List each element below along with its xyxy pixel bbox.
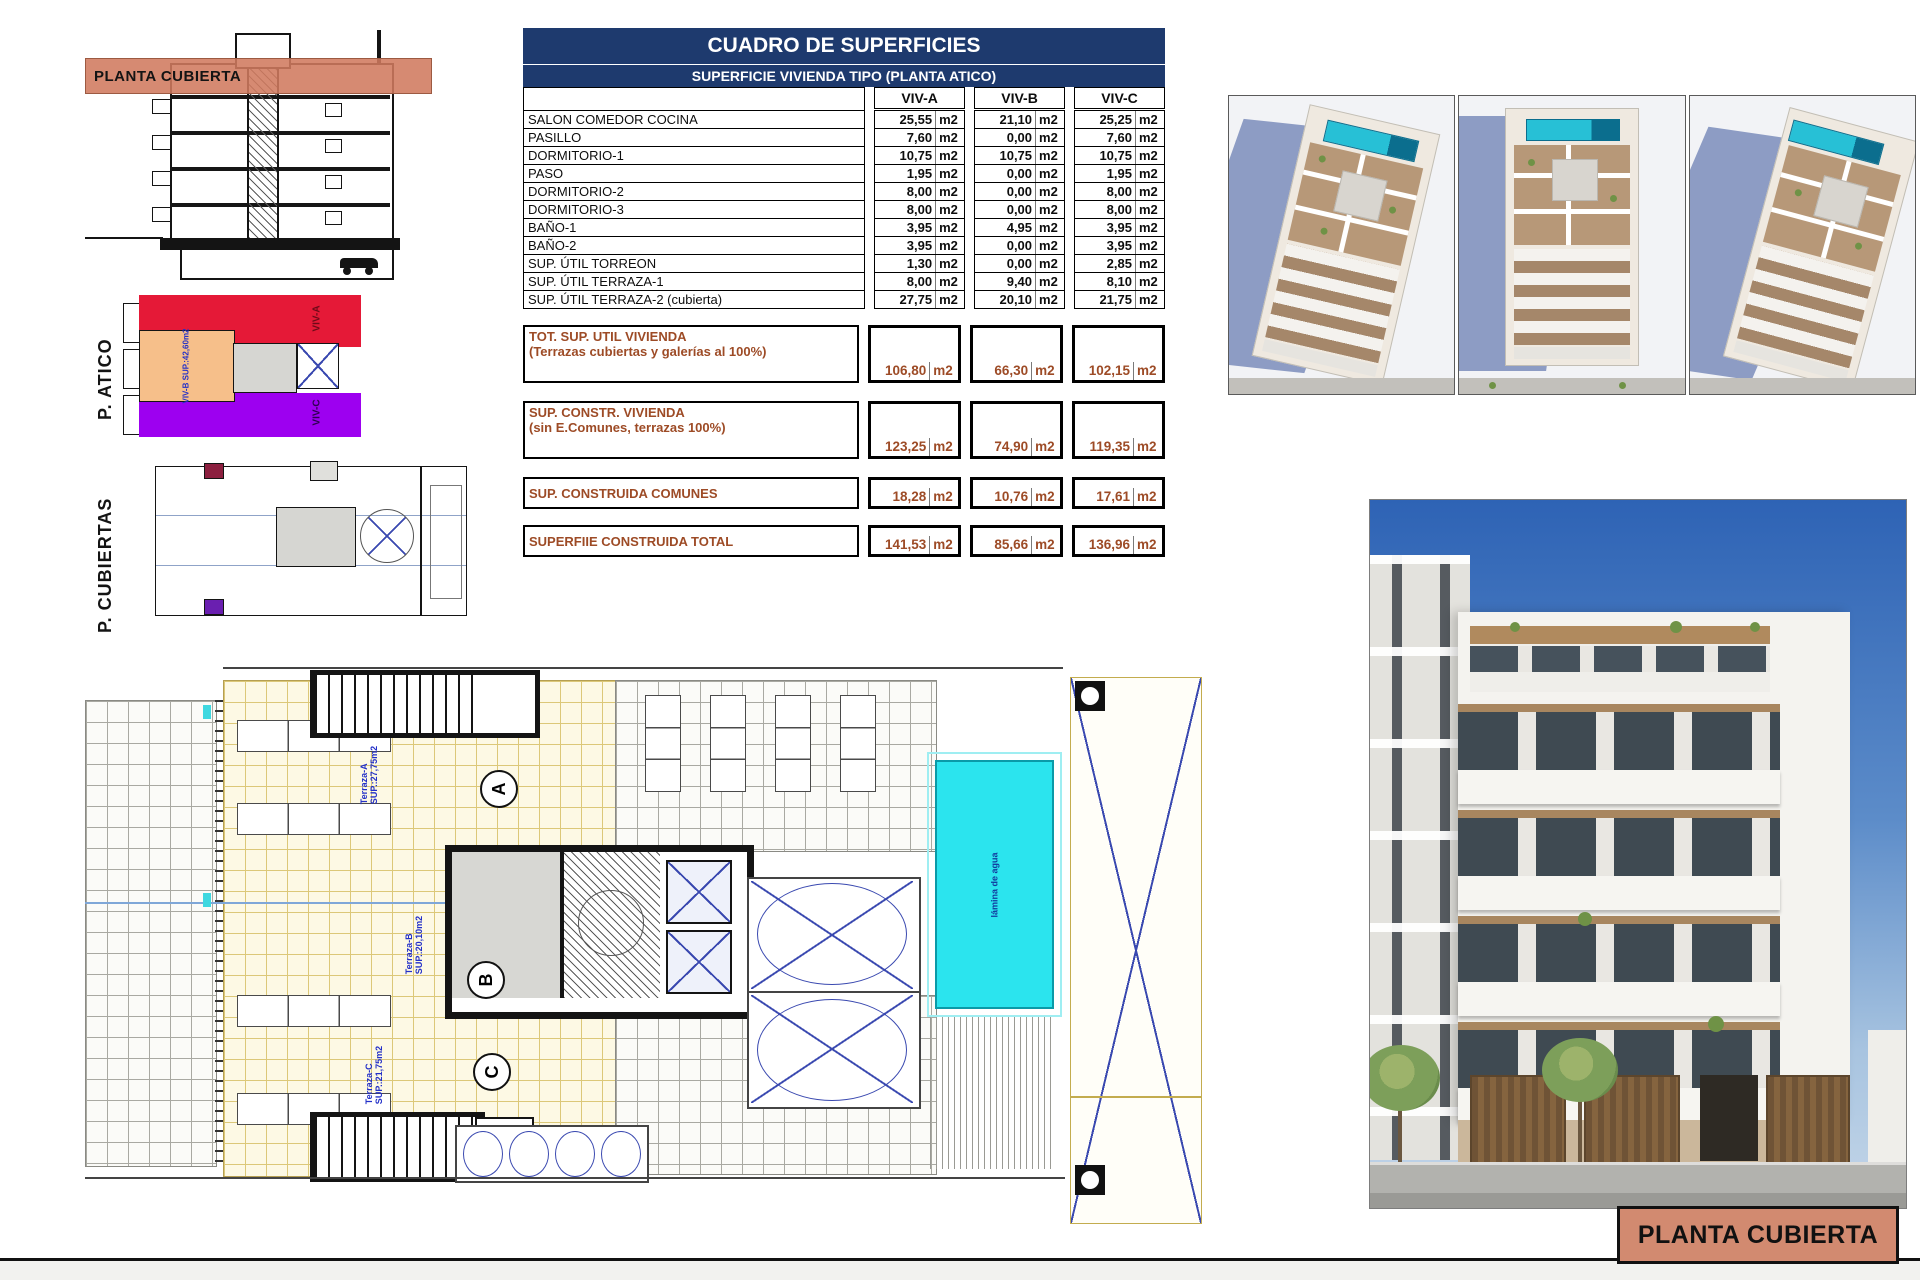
row-label: DORMITORIO-1 <box>523 146 865 165</box>
viv-b-label: VIV-B SUP.:42,60m2 <box>182 328 191 404</box>
facade-base <box>1514 347 1630 359</box>
skylight-patio-box <box>747 877 921 1109</box>
summary-viv-c: 17,61 m2 <box>1072 477 1165 509</box>
tube-circle <box>463 1131 503 1177</box>
header-label-cell <box>523 87 865 111</box>
viv-c-label: VIV-C <box>311 399 323 426</box>
plant <box>1854 242 1863 251</box>
balcony-band <box>1458 916 1780 1016</box>
table-row <box>523 272 1165 291</box>
cell-viv-b: 9,40 m2 <box>974 272 1065 291</box>
floor-slab <box>170 95 390 99</box>
floor-slab <box>170 131 390 135</box>
roof-core <box>1552 159 1598 201</box>
balcony <box>152 171 172 186</box>
summary-viv-a: 18,28 m2 <box>868 477 961 509</box>
elevator-shaft <box>666 860 732 924</box>
vent-circle <box>1081 687 1099 705</box>
unit-c-badge: C <box>473 1053 511 1091</box>
cell-viv-b: 0,00 m2 <box>974 128 1065 147</box>
skylight-cross <box>751 995 913 1103</box>
planta-cubierta-band-label: PLANTA CUBIERTA <box>94 67 242 85</box>
cell-viv-a: 7,60 m2 <box>874 128 965 147</box>
neighbor-building-right <box>1868 1030 1906 1165</box>
balcony-opening <box>1458 810 1780 876</box>
roof-plant <box>1750 622 1760 632</box>
vent-circle <box>1081 1171 1099 1189</box>
cubiertas-core <box>276 507 356 567</box>
roof-floor-plan <box>85 665 1230 1240</box>
cell-viv-a: 10,75 m2 <box>874 146 965 165</box>
summary-viv-a: 141,53 m2 <box>868 525 961 557</box>
entrance-door <box>1700 1075 1758 1161</box>
row-label: DORMITORIO-3 <box>523 200 865 219</box>
pool-label: lámina de agua <box>989 851 1000 918</box>
table-row <box>523 146 1165 165</box>
balcony-opening <box>1458 916 1780 982</box>
solar-tubes-box <box>455 1125 649 1183</box>
table-row <box>523 218 1165 237</box>
balcony <box>152 207 172 222</box>
tree-trunk <box>1578 1095 1582 1165</box>
divider-wall <box>420 467 422 615</box>
skylight-circle <box>757 883 907 985</box>
summary-row-total-util <box>523 325 1165 383</box>
plant <box>1610 195 1617 202</box>
summary-viv-b: 74,90 m2 <box>970 401 1063 459</box>
cyan-marker <box>203 893 211 907</box>
header-viv-a: VIV-A <box>874 87 965 109</box>
balcony <box>152 99 172 114</box>
row-label: PASILLO <box>523 128 865 147</box>
tree-foliage <box>1542 1038 1618 1102</box>
elevator-shaft <box>666 930 732 994</box>
table-row <box>523 164 1165 183</box>
sun-loungers <box>237 995 391 1027</box>
summary-label: SUP. CONSTR. VIVIENDA (sin E.Comunes, terrazas 100%) <box>523 401 859 459</box>
terraza-b-annotation: Terraza-B SUP.:20,10m2 <box>404 915 425 975</box>
summary-row-total <box>523 525 1165 557</box>
balcony-plant <box>1578 912 1592 926</box>
pool-deck-hatch <box>930 1017 1055 1169</box>
swimming-pool <box>935 760 1054 1009</box>
row-label: BAÑO-2 <box>523 236 865 255</box>
vent-shaft-marker <box>1075 1165 1105 1195</box>
summary-viv-b: 85,66 m2 <box>970 525 1063 557</box>
cell-viv-a: 3,95 m2 <box>874 236 965 255</box>
street-road <box>1370 1162 1906 1209</box>
ground-line <box>85 237 163 239</box>
row-label: PASO <box>523 164 865 183</box>
cubiertas-key-plan <box>95 458 475 638</box>
summary-viv-a: 123,25 m2 <box>868 401 961 459</box>
summary-viv-c: 136,96 m2 <box>1072 525 1165 557</box>
sun-loungers <box>237 803 391 835</box>
partition-line <box>749 991 919 993</box>
adjacent-lot-strip <box>1070 677 1202 1224</box>
terrace-tiles-left <box>85 700 217 1167</box>
window <box>325 211 342 225</box>
cubiertas-stair-circle <box>360 509 414 563</box>
cell-viv-b: 20,10 m2 <box>974 290 1065 309</box>
terraza-a-annotation: Terraza-A SUP.:27,75m2 <box>359 745 380 805</box>
roof-plant <box>1670 621 1682 633</box>
cell-viv-c: 8,00 m2 <box>1074 182 1165 201</box>
aerial-render-2 <box>1458 95 1685 395</box>
cell-viv-b: 0,00 m2 <box>974 182 1065 201</box>
table-row <box>523 236 1165 255</box>
balcony-band <box>1458 704 1780 804</box>
plant <box>1318 155 1326 163</box>
atico-viv-b-zone <box>139 330 235 402</box>
facade-photo-render <box>1369 499 1907 1209</box>
aerial-render-1 <box>1228 95 1455 395</box>
penthouse-level <box>1470 626 1770 692</box>
cell-viv-c: 7,60 m2 <box>1074 128 1165 147</box>
table-header-row <box>523 87 1165 111</box>
table-row <box>523 128 1165 147</box>
floor-slab <box>170 203 390 207</box>
building-section-drawing <box>85 25 430 260</box>
vent-box <box>310 461 338 481</box>
balcony-slab <box>1458 982 1780 1016</box>
street-strip <box>1459 378 1684 394</box>
plan-edge-line <box>85 1177 1065 1179</box>
spiral-stair-hatch <box>564 852 660 998</box>
terraza-c-annotation: Terraza-C SUP.:21,75m2 <box>364 1045 385 1105</box>
cell-viv-a: 8,00 m2 <box>874 182 965 201</box>
red-marker <box>204 463 224 479</box>
rooftop-pool <box>1526 119 1620 141</box>
balcony-opening <box>1458 704 1780 770</box>
balcony-band <box>1458 810 1780 910</box>
dimension-tick-strip <box>215 700 223 1165</box>
cell-viv-c: 1,95 m2 <box>1074 164 1165 183</box>
penthouse-glazing <box>1470 646 1770 672</box>
plan-edge-line <box>223 667 1063 669</box>
roof-wall <box>1514 209 1630 214</box>
stair-landing-top <box>475 670 540 738</box>
lot-line <box>1071 1096 1201 1098</box>
garage-door <box>1766 1075 1850 1165</box>
spiral-stair <box>578 890 644 956</box>
summary-viv-b: 66,30 m2 <box>970 325 1063 383</box>
atico-core-zone <box>233 343 297 393</box>
row-label: SUP. ÚTIL TERRAZA-2 (cubierta) <box>523 290 865 309</box>
cell-viv-a: 27,75 m2 <box>874 290 965 309</box>
row-label: DORMITORIO-2 <box>523 182 865 201</box>
header-viv-c: VIV-C <box>1074 87 1165 109</box>
window <box>325 139 342 153</box>
torreon-box <box>430 485 462 599</box>
unit-b-badge: B <box>467 961 505 999</box>
aerial-render-strip <box>1228 95 1916 395</box>
viv-a-label: VIV-A <box>311 305 323 332</box>
summary-label: TOT. SUP. UTIL VIVIENDA (Terrazas cubiertas y galerías al 100%) <box>523 325 859 383</box>
cell-viv-a: 8,00 m2 <box>874 272 965 291</box>
cell-viv-c: 21,75 m2 <box>1074 290 1165 309</box>
summary-viv-c: 102,15 m2 <box>1072 325 1165 383</box>
summary-viv-c: 119,35 m2 <box>1072 401 1165 459</box>
planta-cubierta-band <box>85 58 432 94</box>
cyan-marker <box>203 705 211 719</box>
table-row <box>523 254 1165 273</box>
plant <box>1388 206 1396 214</box>
balcony-slab <box>1458 876 1780 910</box>
window <box>325 175 342 189</box>
cell-viv-b: 10,75 m2 <box>974 146 1065 165</box>
atico-plan-title: P. ATICO <box>95 338 115 420</box>
header-viv-b: VIV-B <box>974 87 1065 109</box>
table-subtitle: SUPERFICIE VIVIENDA TIPO (PLANTA ATICO) <box>523 65 1165 87</box>
roof-plant <box>1510 622 1520 632</box>
cell-viv-c: 2,85 m2 <box>1074 254 1165 273</box>
cell-viv-c: 25,25 m2 <box>1074 110 1165 129</box>
aerial-render-3 <box>1689 95 1916 395</box>
skylight-circle <box>757 999 907 1101</box>
cubiertas-outline <box>155 466 467 616</box>
cell-viv-c: 10,75 m2 <box>1074 146 1165 165</box>
unit-a-badge: A <box>480 770 518 808</box>
summary-viv-a: 106,80 m2 <box>868 325 961 383</box>
render-building <box>1505 108 1639 366</box>
cell-viv-a: 1,95 m2 <box>874 164 965 183</box>
plant <box>1528 159 1535 166</box>
table-row <box>523 110 1165 129</box>
cubiertas-plan-title: P. CUBIERTAS <box>95 497 115 633</box>
street-strip <box>1229 378 1454 394</box>
plant <box>1794 188 1803 197</box>
tree <box>1619 382 1626 389</box>
cell-viv-c: 8,10 m2 <box>1074 272 1165 291</box>
vent-shaft-marker <box>1075 681 1105 711</box>
sheet-title-box <box>1617 1206 1899 1264</box>
balcony-slab <box>1458 770 1780 804</box>
row-label: BAÑO-1 <box>523 218 865 237</box>
cell-viv-c: 3,95 m2 <box>1074 218 1165 237</box>
cell-viv-b: 21,10 m2 <box>974 110 1065 129</box>
tree <box>1489 382 1496 389</box>
summary-viv-b: 10,76 m2 <box>970 477 1063 509</box>
cell-viv-a: 1,30 m2 <box>874 254 965 273</box>
sun-loungers <box>710 695 746 792</box>
cell-viv-a: 3,95 m2 <box>874 218 965 237</box>
cell-viv-b: 4,95 m2 <box>974 218 1065 237</box>
stair-box-top <box>310 670 485 738</box>
window <box>325 103 342 117</box>
tube-circle <box>555 1131 595 1177</box>
sun-loungers <box>840 695 876 792</box>
cell-viv-a: 25,55 m2 <box>874 110 965 129</box>
street-strip <box>1690 378 1915 394</box>
atico-stair-xbox <box>297 343 339 389</box>
cell-viv-b: 0,00 m2 <box>974 236 1065 255</box>
tube-circle <box>601 1131 641 1177</box>
cell-viv-c: 8,00 m2 <box>1074 200 1165 219</box>
summary-row-constr <box>523 401 1165 459</box>
cell-viv-b: 0,00 m2 <box>974 200 1065 219</box>
surface-table <box>523 28 1165 557</box>
row-label: SUP. ÚTIL TERRAZA-1 <box>523 272 865 291</box>
sun-loungers <box>645 695 681 792</box>
summary-label: SUPERFIIE CONSTRUIDA TOTAL <box>523 525 859 557</box>
table-row <box>523 182 1165 201</box>
row-label: SUP. ÚTIL TORREON <box>523 254 865 273</box>
balcony-plant <box>1708 1016 1724 1032</box>
cell-viv-b: 0,00 m2 <box>974 164 1065 183</box>
summary-row-comunes <box>523 477 1165 509</box>
facade-floors <box>1514 249 1630 345</box>
sheet-title: PLANTA CUBIERTA <box>1637 1220 1879 1249</box>
sun-loungers <box>775 695 811 792</box>
atico-key-plan <box>95 245 385 450</box>
tube-circle <box>509 1131 549 1177</box>
cell-viv-a: 8,00 m2 <box>874 200 965 219</box>
cell-viv-c: 3,95 m2 <box>1074 236 1165 255</box>
plant <box>1320 227 1328 235</box>
summary-label: SUP. CONSTRUIDA COMUNES <box>523 477 859 509</box>
skylight-cross <box>751 881 913 989</box>
table-row <box>523 290 1165 309</box>
balcony <box>152 135 172 150</box>
cell-viv-b: 0,00 m2 <box>974 254 1065 273</box>
floor-slab <box>170 167 390 171</box>
table-row <box>523 200 1165 219</box>
main-building-facade <box>1458 612 1850 1122</box>
table-title: CUADRO DE SUPERFICIES <box>523 28 1165 64</box>
purple-marker <box>204 599 224 615</box>
row-label: SALON COMEDOR COCINA <box>523 110 865 129</box>
